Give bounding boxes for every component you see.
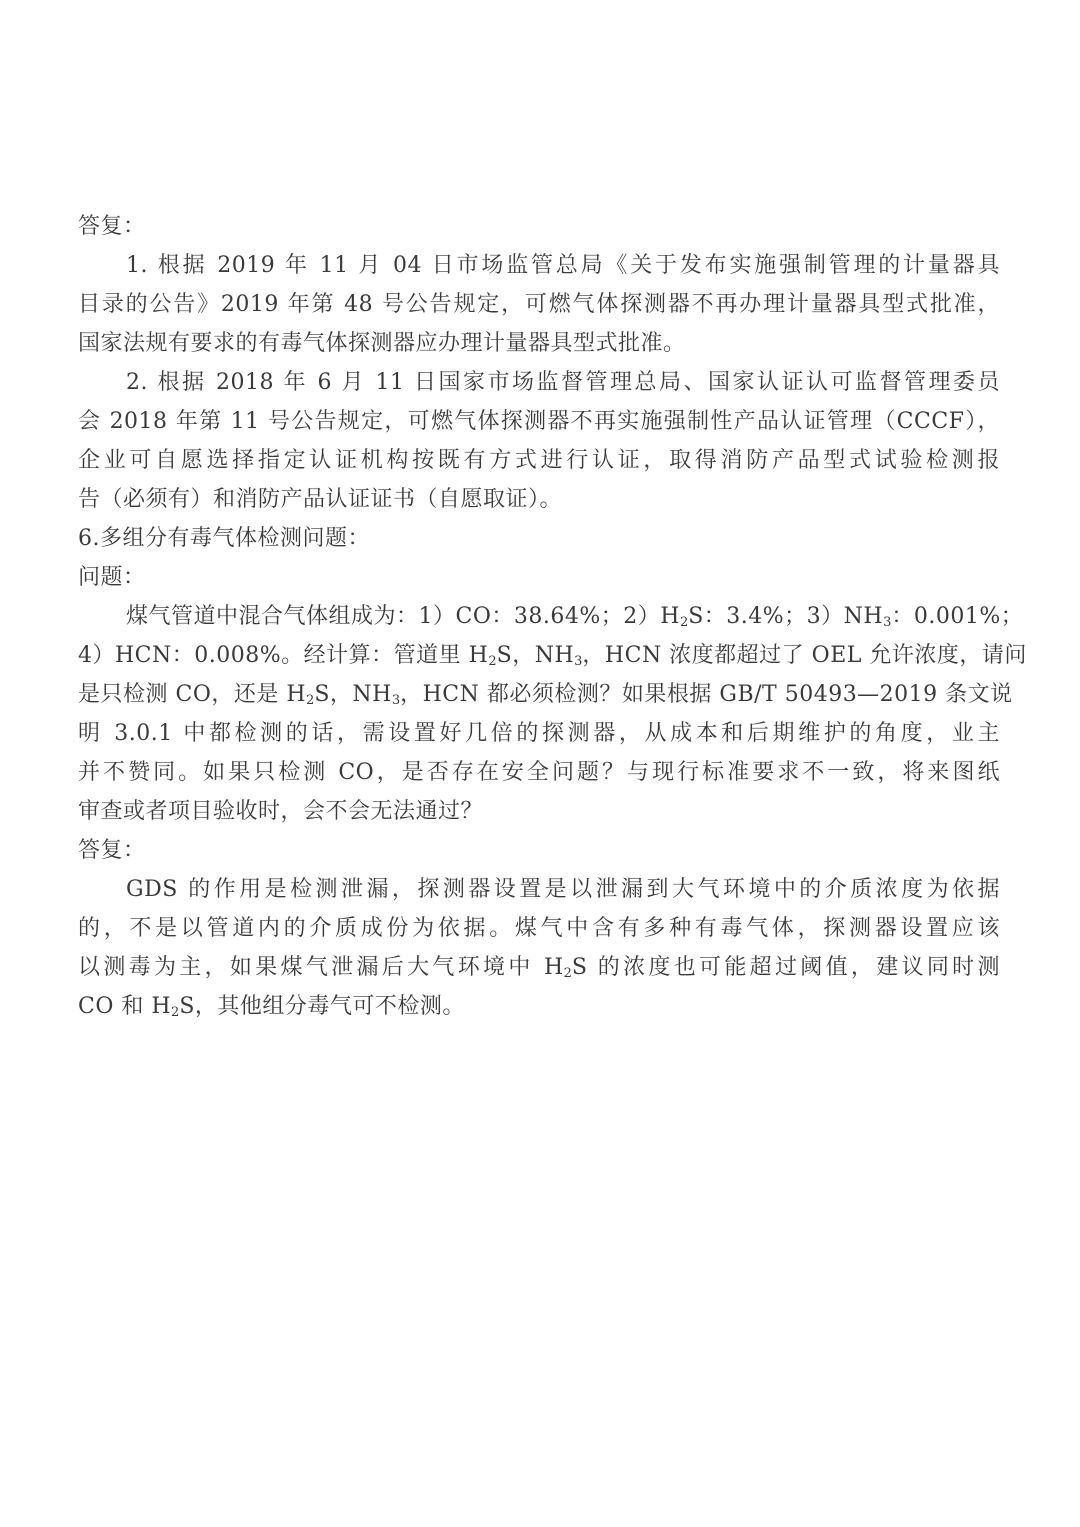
question-line-2 — [78, 636, 1027, 675]
answer-item-1-line-2: 目录的公告》2019 年第 48 号公告规定，可燃气体探测器不再办理计量器具型式批准， — [78, 292, 1000, 317]
text-run: S，NH — [496, 643, 575, 668]
answer-item-2-line-2: 会 2018 年第 11 号公告规定，可燃气体探测器不再实施强制性产品认证管理（CCCF）， — [78, 409, 1000, 434]
answer-item-2-line-3: 企业可自愿选择指定认证机构按既有方式进行认证，取得消防产品型式试验检测报 — [78, 448, 1000, 473]
subscript: 2 — [563, 966, 572, 981]
answer-line-1: GDS 的作用是检测泄漏，探测器设置是以泄漏到大气环境中的介质浓度为依据 — [126, 877, 1000, 902]
subscript: 3 — [574, 654, 583, 669]
subscript: 2 — [679, 615, 689, 630]
text-run: S 的浓度也可能超过阈值，建议同时测 — [571, 955, 1000, 980]
answer-item-1-line-3: 国家法规有要求的有毒气体探测器应办理计量器具型式批准。 — [78, 331, 686, 356]
answer-line-4 — [78, 987, 1000, 1026]
question-line-5: 并不赞同。如果只检测 CO，是否存在安全问题？与现行标准要求不一致，将来图纸 — [78, 760, 1000, 785]
question-line-4: 明 3.0.1 中都检测的话，需设置好几倍的探测器，从成本和后期维护的角度，业主 — [78, 721, 1000, 746]
text-run: CO 和 H — [78, 994, 172, 1019]
text-run: S：3.4%；3）NH — [688, 604, 884, 629]
question-line-6: 审查或者项目验收时，会不会无法通过？ — [78, 799, 484, 824]
text-run: 4）HCN：0.008%。经计算：管道里 H — [78, 643, 489, 668]
text-run: 煤气管道中混合气体组成为：1）CO：38.64%；2）H — [126, 604, 680, 629]
answer-line-2: 的，不是以管道内的介质成份为依据。煤气中含有多种有毒气体，探测器设置应该 — [78, 916, 1000, 941]
document-page — [78, 207, 1027, 1026]
question-heading: 问题： — [78, 565, 146, 590]
text-run: ，HCN 都必须检测？如果根据 GB/T 50493—2019 条文说 — [400, 682, 1013, 707]
section-6-heading: 6.多组分有毒气体检测问题： — [78, 526, 370, 551]
subscript: 3 — [391, 693, 401, 708]
text-run: 是只检测 CO，还是 H — [78, 682, 307, 707]
text-run: 以测毒为主，如果煤气泄漏后大气环境中 H — [78, 955, 564, 980]
text-run: S，其他组分毒气可不检测。 — [179, 994, 465, 1019]
subscript: 2 — [488, 654, 497, 669]
answer-heading: 答复： — [78, 214, 146, 239]
text-run: S，NH — [314, 682, 392, 707]
text-run: ：0.001%； — [891, 604, 1024, 629]
answer-item-2-line-1: 2. 根据 2018 年 6 月 11 日国家市场监督管理总局、国家认证认可监督管理委员 — [126, 370, 1000, 395]
subscript: 3 — [883, 615, 892, 630]
answer-line-3 — [78, 948, 1000, 987]
text-run: ，HCN 浓度都超过了 OEL 允许浓度，请问 — [582, 643, 1027, 668]
question-line-1 — [78, 597, 1024, 636]
subscript: 2 — [306, 693, 315, 708]
answer-heading-2: 答复： — [78, 838, 146, 863]
answer-item-2-line-4: 告（必须有）和消防产品认证证书（自愿取证）。 — [78, 487, 563, 512]
question-line-3 — [78, 675, 1013, 714]
subscript: 2 — [171, 1005, 180, 1020]
answer-item-1-line-1: 1. 根据 2019 年 11 月 04 日市场监管总局《关于发布实施强制管理的计量器具 — [126, 253, 1000, 278]
